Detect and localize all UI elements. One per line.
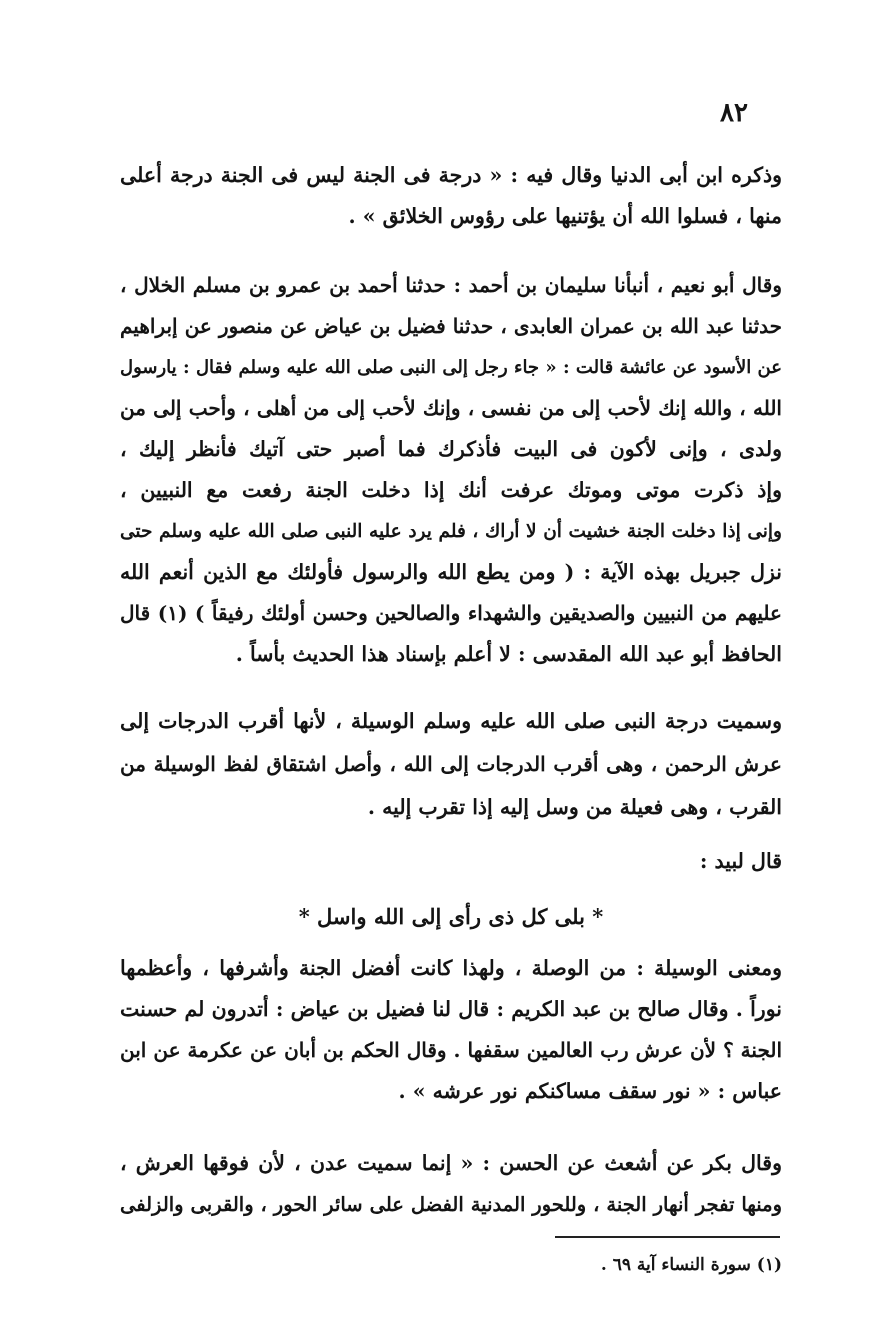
- page-number: ٨٢: [720, 98, 748, 128]
- text-line: عن الأسود عن عائشة قالت : « جاء رجل إلى النبى صلى الله عليه وسلم فقال : يارسول: [120, 357, 782, 378]
- text-line: منها ، فسلوا الله أن يؤتنيها على رؤوس الخلائق » .: [348, 204, 782, 228]
- text-line: حدثنا عبد الله بن عمران العابدى ، حدثنا فضيل بن عياض عن منصور عن إبراهيم: [120, 314, 782, 338]
- footnote: (١) سورة النساء آية ٦٩ .: [600, 1255, 782, 1275]
- text-line: عليهم من النبيين والصديقين والشهداء والصالحين وحسن أولئك رفيقاً ) (١) قال: [120, 601, 782, 625]
- text-line: قال لبيد :: [699, 849, 782, 873]
- text-line: ومنها تفجر أنهار الجنة ، وللحور المدنية الفضل على سائر الحور ، والقربى والزلفى: [120, 1193, 782, 1216]
- paragraph-wasila-naming: [120, 700, 782, 829]
- text-line: ومعنى الوسيلة : من الوصلة ، ولهذا كانت أفضل الجنة وأشرفها ، وأعظمها: [120, 956, 782, 980]
- paragraph-abu-nuaim-hadith: [120, 265, 782, 675]
- text-line: القرب ، وهى فعيلة من وسل إليه إذا تقرب إليه .: [367, 795, 782, 819]
- text-line: نوراً . وقال صالح بن عبد الكريم : قال لنا فضيل بن عياض : أتدرون لم حسنت: [120, 997, 782, 1021]
- paragraph-wasila-meaning: [120, 948, 782, 1112]
- text-line: نزل جبريل بهذه الآية : ( ومن يطع الله والرسول فأولئك مع الذين أنعم الله: [120, 560, 782, 584]
- text-line: وإنى إذا دخلت الجنة خشيت أن لا أراك ، فلم يرد عليه النبى صلى الله عليه وسلم حتى: [120, 521, 782, 542]
- paragraph-labid-intro: [120, 840, 782, 882]
- text-line: الله ، والله إنك لأحب إلى من نفسى ، وإنك لأحب إلى من أهلى ، وأحب إلى من: [120, 396, 782, 420]
- poem-verse: * بلى كل ذى رأى إلى الله واسل *: [298, 904, 604, 929]
- footnote-divider: [555, 1236, 780, 1238]
- text-line: وقال أبو نعيم ، أنبأنا سليمان بن أحمد : حدثنا أحمد بن عمرو بن مسلم الخلال ،: [120, 273, 782, 297]
- paragraph-ibn-abi-dunya: [120, 155, 782, 237]
- text-line: عرش الرحمن ، وهى أقرب الدرجات إلى الله ، وأصل اشتقاق لفظ الوسيلة من: [120, 752, 782, 776]
- text-line: ولدى ، وإنى لأكون فى البيت فأذكرك فما أصبر حتى آتيك فأنظر إليك ،: [120, 437, 782, 461]
- text-line: الجنة ؟ لأن عرش رب العالمين سقفها . وقال الحكم بن أبان عن عكرمة عن ابن: [120, 1038, 782, 1062]
- text-line: وذكره ابن أبى الدنيا وقال فيه : « درجة فى الجنة ليس فى الجنة درجة أعلى: [120, 163, 782, 187]
- text-line: وسميت درجة النبى صلى الله عليه وسلم الوسيلة ، لأنها أقرب الدرجات إلى: [120, 709, 782, 733]
- text-line: وإذ ذكرت موتى وموتك عرفت أنك إذا دخلت الجنة رفعت مع النبيين ،: [120, 478, 782, 502]
- text-line: وقال بكر عن أشعث عن الحسن : « إنما سميت عدن ، لأن فوقها العرش ،: [120, 1151, 782, 1175]
- text-line: الحافظ أبو عبد الله المقدسى : لا أعلم بإسناد هذا الحديث بأساً .: [235, 642, 782, 666]
- paragraph-bakr-hasan: [120, 1143, 782, 1225]
- text-line: عباس : « نور سقف مساكنكم نور عرشه » .: [398, 1079, 782, 1103]
